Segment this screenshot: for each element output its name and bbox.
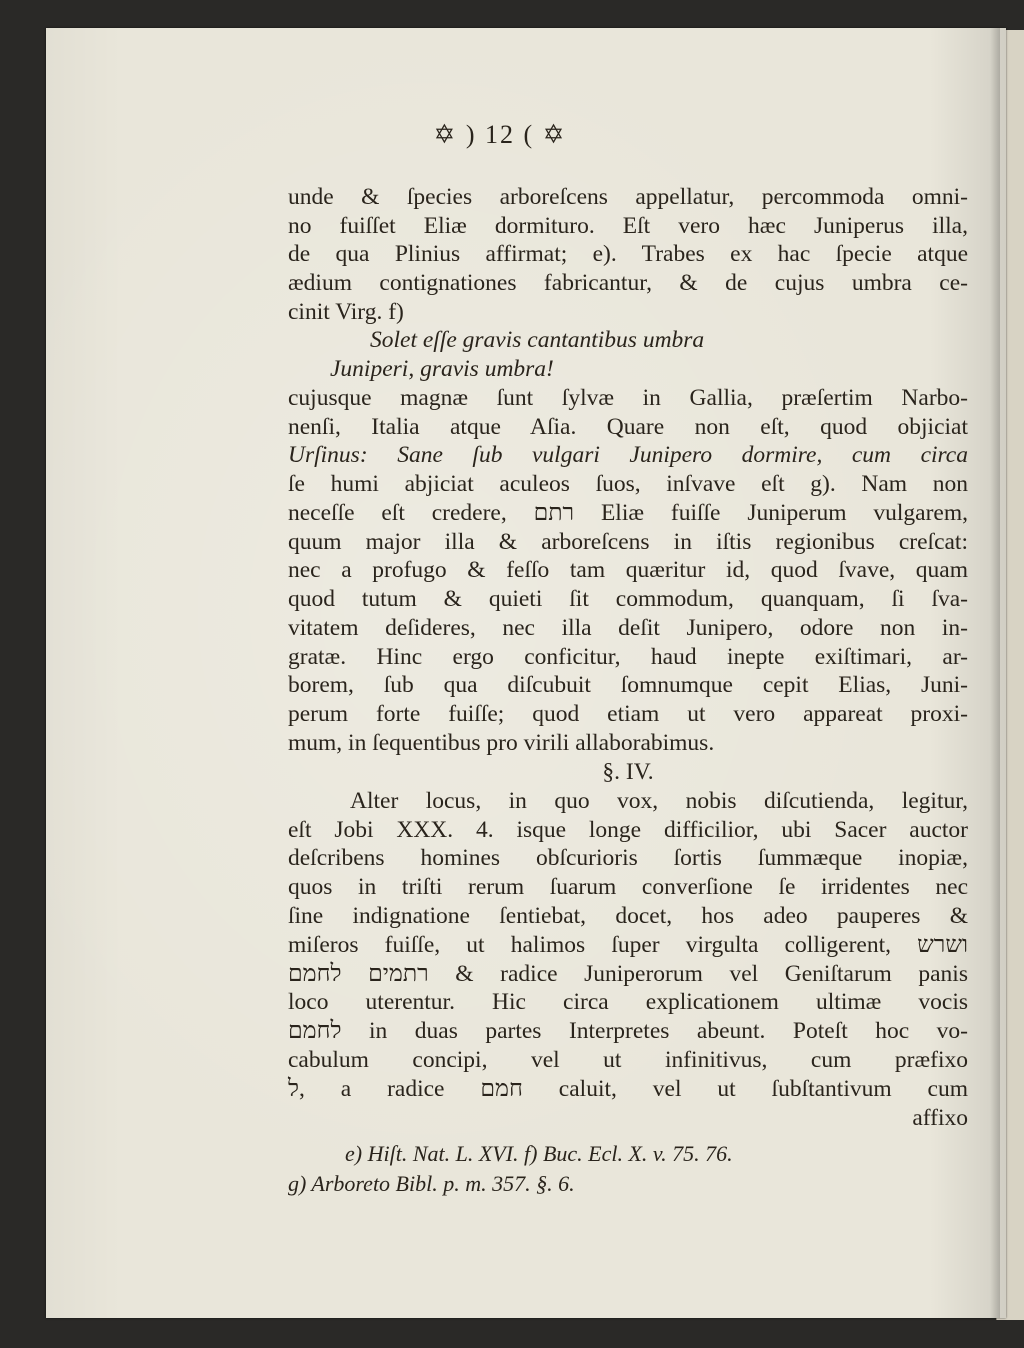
text-line: miſeros fuiſſe, ut halimos ſuper virgulta colligerent, ושרש bbox=[288, 932, 968, 958]
text-line: nec a profugo & feſſo tam quæritur id, quod ſvave, quam bbox=[288, 557, 968, 583]
text-line: loco uterentur. Hic circa explicationem ultimæ vocis bbox=[288, 989, 968, 1015]
text-line: cabulum concipi, vel ut infinitivus, cum præfixo bbox=[288, 1047, 968, 1073]
text-line: Urſinus: Sane ſub vulgari Junipero dormire, cum circa bbox=[288, 442, 968, 468]
text-line: ædium contignationes fabricantur, & de cujus umbra ce- bbox=[288, 270, 968, 296]
catchword: affixo bbox=[912, 1105, 968, 1131]
gutter-shadow bbox=[990, 28, 1000, 1318]
text-line: mum, in ſequentibus pro virili allaborabimus. bbox=[288, 730, 715, 756]
text-line: vitatem deſideres, nec illa deſit Junipero, odore non in- bbox=[288, 615, 968, 641]
text-line: cinit Virg. f) bbox=[288, 299, 404, 325]
text-line: deſcribens homines obſcurioris ſortis ſummæque inopiæ, bbox=[288, 845, 968, 871]
text-line: quos in triſti rerum ſuarum converſione ſe irridentes nec bbox=[288, 874, 968, 900]
text-line: borem, ſub qua diſcubuit ſomnumque cepit Elias, Juni- bbox=[288, 672, 968, 698]
text-line: gratæ. Hinc ergo conficitur, haud inepte exiſtimari, ar- bbox=[288, 644, 968, 670]
text-line: nenſi, Italia atque Aſia. Quare non eſt, quod objiciat bbox=[288, 414, 968, 440]
section-heading: §. IV. bbox=[602, 759, 654, 785]
text-line: quum major illa & arboreſcens in iſtis regionibus creſcat: bbox=[288, 529, 968, 555]
footnote: g) Arboreto Bibl. p. m. 357. §. 6. bbox=[288, 1171, 575, 1196]
verse-line: Juniperi, gravis umbra! bbox=[330, 356, 554, 382]
footnote: e) Hiſt. Nat. L. XVI. f) Buc. Ecl. X. v. 75. 76. bbox=[345, 1141, 733, 1166]
text-line: cujusque magnæ ſunt ſylvæ in Gallia, præſertim Narbo- bbox=[288, 385, 968, 411]
text-line: de qua Plinius affirmat; e). Trabes ex hac ſpecie atque bbox=[288, 241, 968, 267]
text-line: לחמם in duas partes Interpretes abeunt. Poteſt hoc vo- bbox=[288, 1018, 968, 1044]
text-line: unde & ſpecies arboreſcens appellatur, percommoda omni- bbox=[288, 184, 968, 210]
text-line: ſe humi abjiciat aculeos ſuos, inſvave eſt g). Nam non bbox=[288, 471, 968, 497]
text-line: ſine indignatione ſentiebat, docet, hos adeo pauperes & bbox=[288, 903, 968, 929]
page-header: ✡ ) 12 ( ✡ bbox=[433, 120, 567, 149]
text-line: perum forte fuiſſe; quod etiam ut vero appareat proxi- bbox=[288, 701, 968, 727]
text-line: Alter locus, in quo vox, nobis diſcutienda, legitur, bbox=[350, 788, 968, 814]
verse-line: Solet eſſe gravis cantantibus umbra bbox=[370, 327, 705, 353]
text-line: quod tutum & quieti ſit commodum, quanquam, ſi ſva- bbox=[288, 586, 968, 612]
text-line: neceſſe eſt credere, רתם Eliæ fuiſſe Juniperum vulgarem, bbox=[288, 500, 968, 526]
text-line: no fuiſſet Eliæ dormituro. Eſt vero hæc Juniperus illa, bbox=[288, 213, 968, 239]
text-line: eſt Jobi XXX. 4. isque longe difficilior, ubi Sacer auctor bbox=[288, 817, 968, 843]
text-line: רתמים לחמם & radice Juniperorum vel Geniſtarum panis bbox=[288, 961, 968, 987]
text-line: ל, a radice חמם caluit, vel ut ſubſtantivum cum bbox=[288, 1076, 968, 1102]
